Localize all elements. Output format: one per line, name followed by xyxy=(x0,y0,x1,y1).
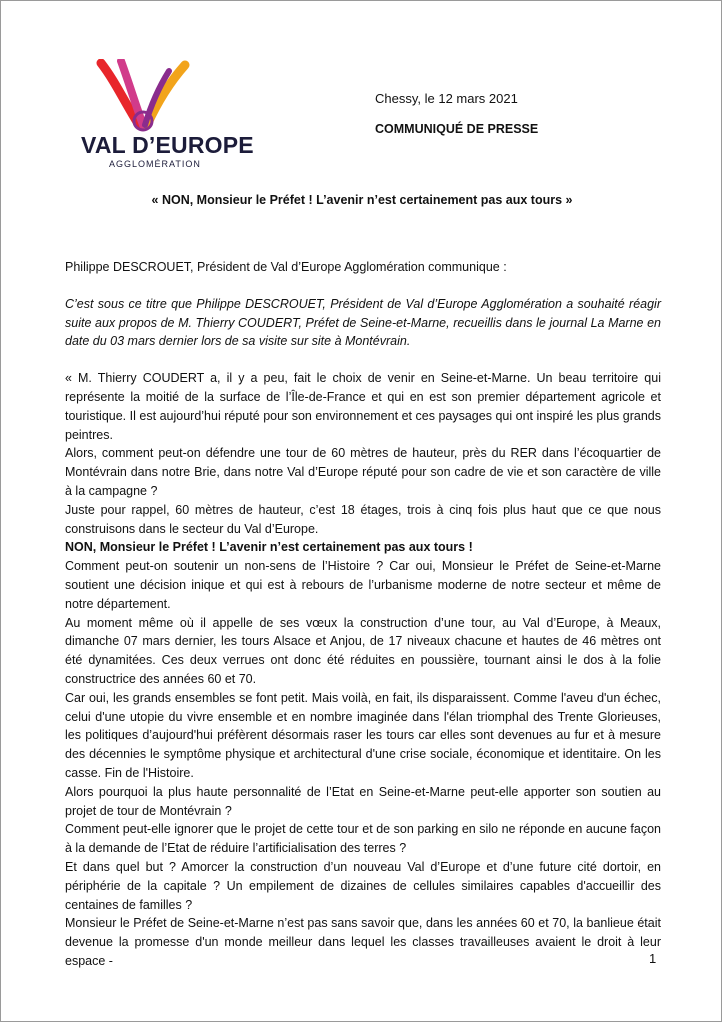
paragraph: Alors, comment peut-on défendre une tour de 60 mètres de hauteur, près du RER dans l’écoquartier de Montévrain dans notre Brie, dans notre Val d’Europe réputé pour son cadre de vie et son caractère de ville à la campagne ? xyxy=(65,446,661,498)
paragraph: Car oui, les grands ensembles se font petit. Mais voilà, en fait, ils disparaissent. Comme l'aveu d'un échec, celui d'une utopie du vivre ensemble et en nombre imaginée dans l'élan triomphal des Trente Glorieuses, les politiques d’aujourd'hui préfèrent désormais raser les tours car elles sont devenues au fur et à mesure des décennies le symptôme physique et architectural d'une crise sociale, économique et identitaire. On les casse. Fin de l'Histoire. xyxy=(65,690,661,780)
page-number: 1 xyxy=(649,951,657,966)
paragraph: Et dans quel but ? Amorcer la construction d’un nouveau Val d’Europe et d’une future cité dortoir, en périphérie de la capitale ? Un empilement de dizaines de cellules similaires capables d'accueillir des centaines de familles ? xyxy=(65,859,661,912)
logo-mark-icon xyxy=(93,59,203,135)
document-date: Chessy, le 12 mars 2021 xyxy=(375,91,518,106)
headline: « NON, Monsieur le Préfet ! L’avenir n’est certainement pas aux tours » xyxy=(151,193,573,207)
intro-line: Philippe DESCROUET, Président de Val d’Europe Agglomération communique : xyxy=(65,260,507,274)
logo-subtitle: AGGLOMÉRATION xyxy=(109,159,201,169)
italic-intro: C’est sous ce titre que Philippe DESCROUET, Président de Val d’Europe Agglomération a souhaité réagir suite aux propos de M. Thierry COUDERT, Préfet de Seine-et-Marne, recueillis dans le journal La Marne en date du 03 mars dernier lors de sa visite sur site à Montévrain. xyxy=(65,296,661,349)
paragraph: Comment peut-on soutenir un non-sens de l’Histoire ? Car oui, Monsieur le Préfet de Seine-et-Marne soutient une décision inique et qui est à rebours de l’urbanisme moderne de notre secteur et même de notre département. xyxy=(65,559,661,611)
paragraph: Au moment même où il appelle de ses vœux la construction d’une tour, au Val d’Europe, à Meaux, dimanche 07 mars dernier, les tours Alsace et Anjou, de 17 niveaux chacune et hautes de 46 mètres ont été dynamitées. Ces deux verrues ont donc été réduites en poussière, tournant ainsi le dos à la folie constructrice des années 60 et 70. xyxy=(65,615,661,686)
logo-name: VAL D’EUROPE xyxy=(81,132,254,158)
paragraph: « M. Thierry COUDERT a, il y a peu, fait le choix de venir en Seine-et-Marne. Un beau territoire qui représente la moitié de la surface de l’Île-de-France et qui en est son premier département agricole et touristique. Il est aujourd’hui réputé pour son environnement et ces paysages qui ont inspiré les plus grands peintres. xyxy=(65,371,661,442)
body-text xyxy=(65,258,661,971)
paragraph: Juste pour rappel, 60 mètres de hauteur, c’est 18 étages, trois à cinq fois plus haut que ce que nous construisons dans le secteur du Val d’Europe. xyxy=(65,502,661,536)
bold-statement: NON, Monsieur le Préfet ! L’avenir n’est certainement pas aux tours ! xyxy=(65,540,473,555)
paragraph: Comment peut-elle ignorer que le projet de cette tour et de son parking en silo ne réponde en aucune façon à la demande de l’Etat de réduire l’artificialisation des terres ? xyxy=(65,822,661,856)
paragraph: Monsieur le Préfet de Seine-et-Marne n’est pas sans savoir que, dans les années 60 et 70, la banlieue était devenue la promesse d'un monde meilleur dans lequel les classes travailleuses avaient le droit à leur espace - xyxy=(65,916,661,968)
val-d-europe-logo xyxy=(81,59,254,169)
paragraph: Alors pourquoi la plus haute personnalité de l’Etat en Seine-et-Marne peut-elle apporter son soutien au projet de tour de Montévrain ? xyxy=(65,784,661,818)
press-release-label: COMMUNIQUÉ DE PRESSE xyxy=(375,122,539,136)
